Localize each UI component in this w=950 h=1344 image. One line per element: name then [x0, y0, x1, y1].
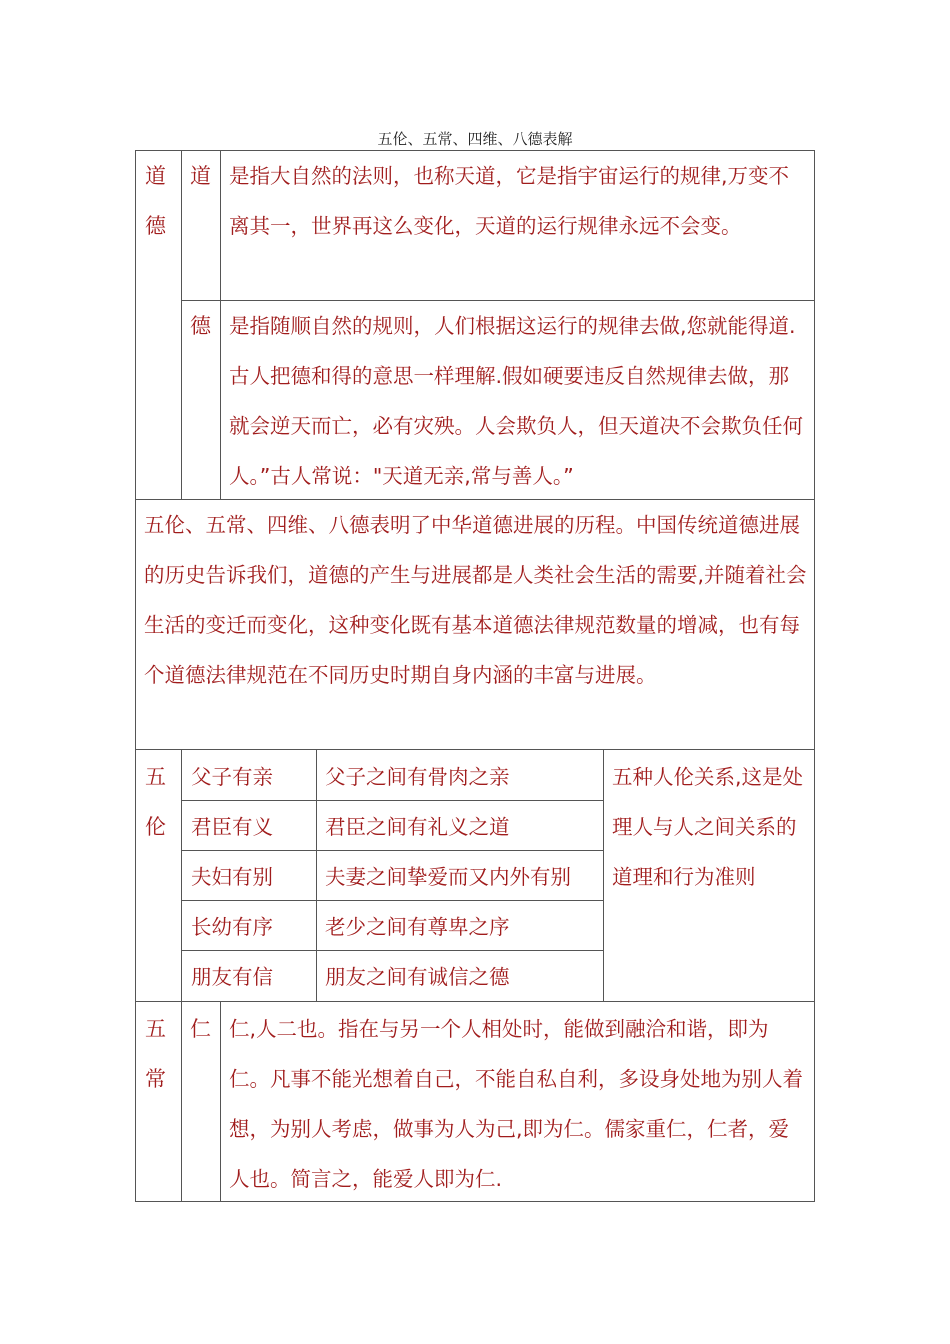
- ren-description: 仁,人二也。指在与另一个人相处时，能做到融洽和谐，即为仁。凡事不能光想着自己，不能自私自利，多设身处地为别人着想，为别人考虑，做事为人为己,即为仁。儒家重仁，仁者，爱人也。简言之，能爱人即为仁.: [229, 1017, 803, 1191]
- wulun-summary: 五种人伦关系,这是处理人与人之间关系的道理和行为准则: [612, 765, 804, 889]
- de-description: 是指随顺自然的规则，人们根据这运行的规律去做,您就能得道.古人把德和得的意思一样理解.假如硬要违反自然规律去做，那就会逆天而亡，必有灾殃。人会欺负人，但天道决不会欺负任何人。”古人常说："天道无亲,常与善人。”: [229, 314, 803, 488]
- wulun-term: 长幼有序: [191, 915, 273, 939]
- wulun-label: 五伦: [145, 765, 166, 839]
- ren-term: 仁: [190, 1017, 211, 1041]
- wulun-section: [135, 750, 815, 1002]
- wulun-meaning: 老少之间有尊卑之序: [325, 915, 510, 939]
- intro-paragraph: 五伦、五常、四维、八德表明了中华道德进展的历程。中国传统道德进展的历史告诉我们，道德的产生与进展都是人类社会生活的需要,并随着社会生活的变迁而变化，这种变化既有基本道德法律规范数量的增减，也有每个道德法律规范在不同历史时期自身内涵的丰富与进展。: [144, 513, 807, 687]
- wulun-term: 父子有亲: [191, 765, 273, 789]
- wulun-meaning: 夫妻之间挚爱而又内外有别: [325, 865, 571, 889]
- wulun-term: 夫妇有别: [191, 865, 273, 889]
- wulun-meaning: 朋友之间有诚信之德: [325, 965, 510, 989]
- wulun-term: 朋友有信: [191, 965, 273, 989]
- daode-label: 道德: [145, 164, 166, 238]
- intro-section: [135, 500, 815, 750]
- daode-section: [135, 150, 815, 500]
- wulun-meaning: 父子之间有骨肉之亲: [325, 765, 510, 789]
- ethics-table: [135, 150, 815, 1202]
- wuchang-label: 五常: [145, 1017, 166, 1091]
- dao-term: 道: [190, 164, 211, 188]
- wuchang-section: [135, 1002, 815, 1202]
- dao-description: 是指大自然的法则，也称天道，它是指宇宙运行的规律,万变不离其一，世界再这么变化，天道的运行规律永远不会变。: [229, 164, 790, 238]
- wulun-meaning: 君臣之间有礼义之道: [325, 815, 510, 839]
- wulun-term: 君臣有义: [191, 815, 273, 839]
- document-title: 五伦、五常、四维、八德表解: [377, 130, 573, 148]
- de-term: 德: [190, 314, 211, 338]
